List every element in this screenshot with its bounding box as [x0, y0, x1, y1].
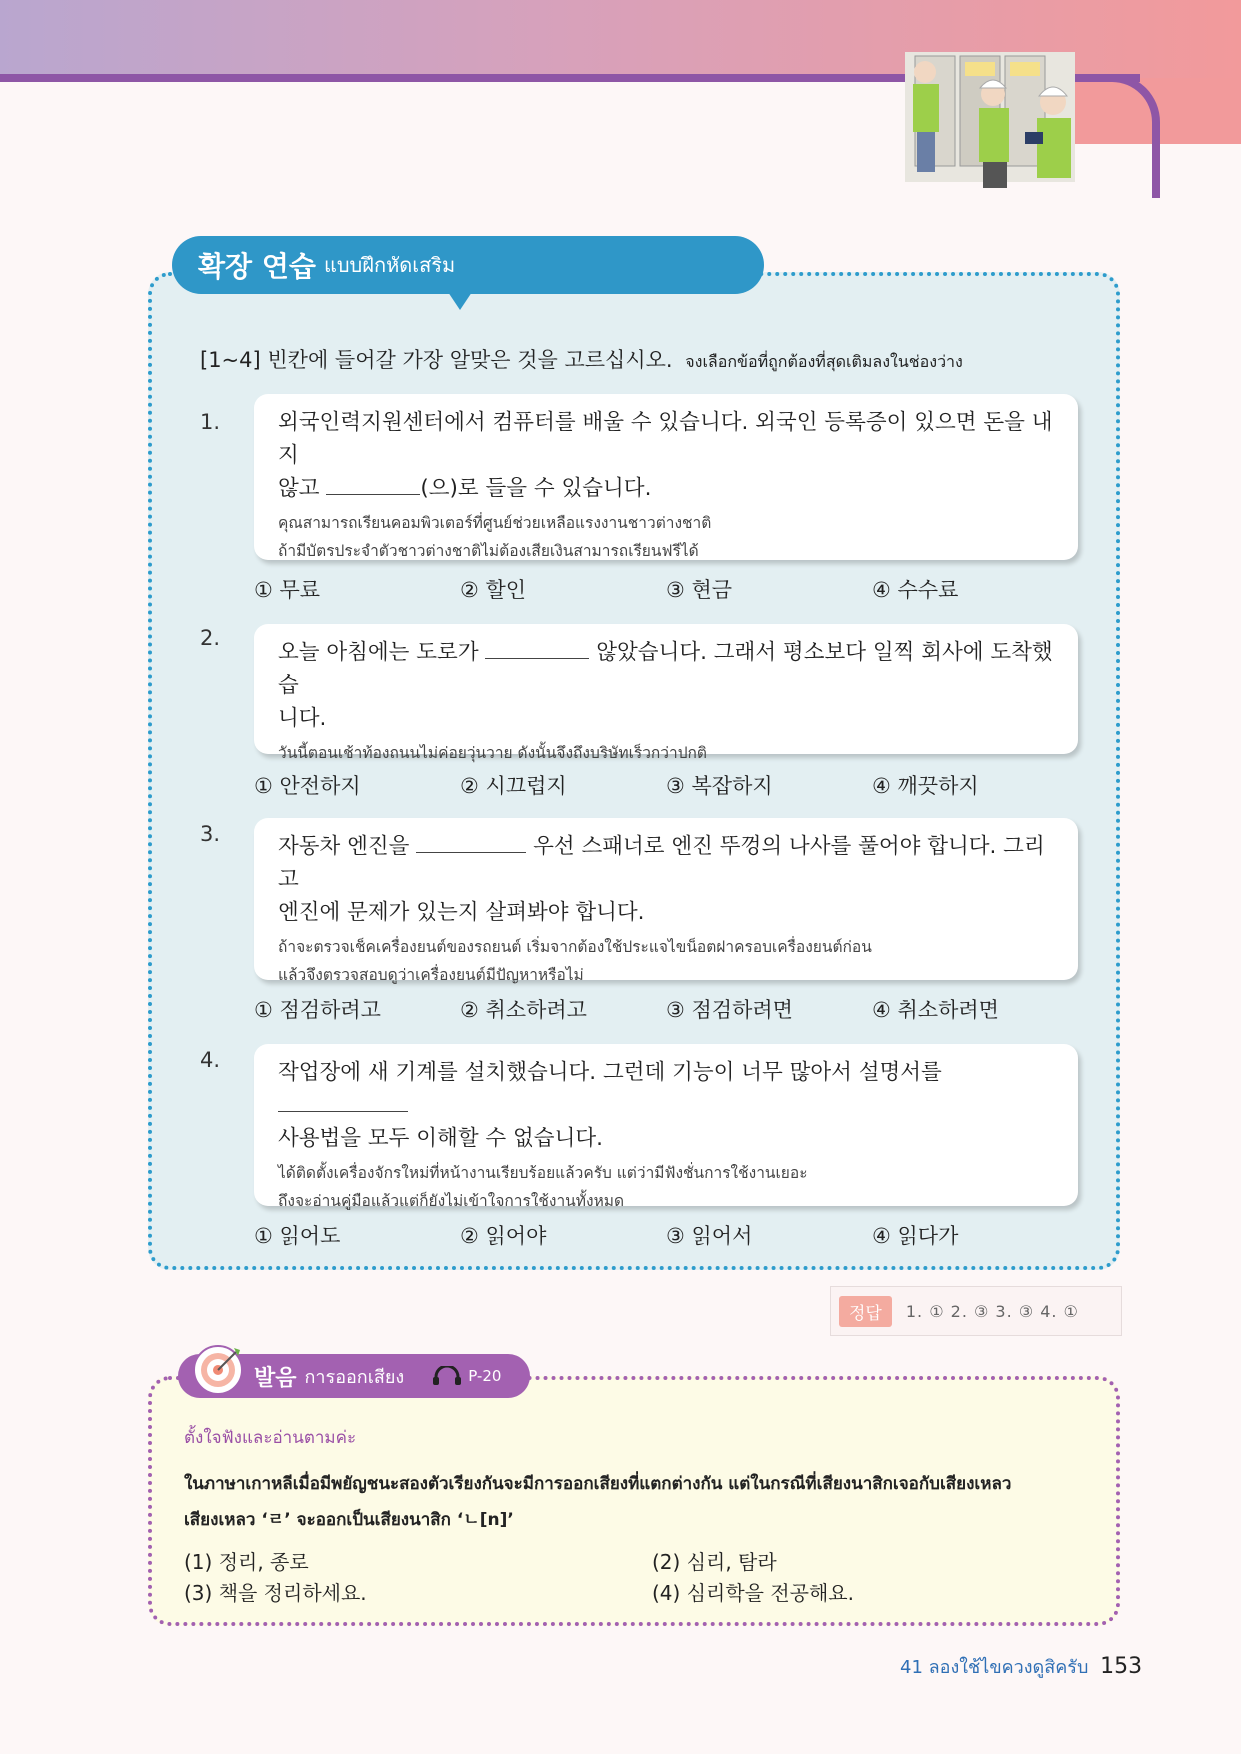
description-line: เสียงเหลว ‘ㄹ’ จะออกเป็นเสียงนาสิก ‘ㄴ[n]’	[184, 1510, 514, 1530]
question-translation	[278, 1159, 1056, 1215]
option-4[interactable]: ④ 읽다가	[872, 1224, 959, 1248]
question-card	[254, 818, 1078, 984]
lesson-title: 41 ลองใช้ไขควงดูสิครับ	[900, 1657, 1089, 1678]
blank	[278, 1090, 408, 1112]
question-card	[254, 394, 1078, 560]
pronunciation-item: (4) 심리학을 전공해요.	[652, 1581, 854, 1605]
target-icon	[192, 1344, 244, 1396]
option-4[interactable]: ④ 취소하려면	[872, 998, 999, 1022]
question-number: 2.	[200, 626, 221, 650]
page-footer	[900, 1652, 1142, 1681]
option-2[interactable]: ② 할인	[460, 578, 527, 602]
question-text	[278, 406, 1056, 505]
practice-title-th: แบบฝึกหัดเสริม	[323, 253, 456, 277]
option-3[interactable]: ③ 읽어서	[666, 1224, 753, 1248]
question-line: 오늘 아침에는 도로가	[278, 640, 486, 665]
option-1[interactable]: ① 읽어도	[254, 1224, 341, 1248]
answer-options	[254, 1220, 1078, 1250]
question-number: 3.	[200, 822, 221, 846]
question-line: 작업장에 새 기계를 설치했습니다. 그런데 기능이 너무 많아서 설명서를	[278, 1060, 942, 1085]
question-card	[254, 624, 1078, 762]
question-translation	[278, 509, 1056, 565]
translation-line: คุณสามารถเรียนคอมพิวเตอร์ที่ศูนย์ช่วยเหลือแรงงานชาวต่างชาติ	[278, 514, 712, 532]
answer-options	[254, 994, 1078, 1024]
instruction-ko: [1~4] 빈칸에 들어갈 가장 알맞은 것을 고르십시오.	[200, 348, 673, 372]
blank	[326, 473, 420, 495]
answer-text: 1. ① 2. ③ 3. ③ 4. ①	[905, 1301, 1079, 1321]
question-line: 않고	[278, 476, 327, 501]
pronunciation-title-ko: 발음	[254, 1365, 297, 1391]
option-3[interactable]: ③ 현금	[666, 578, 733, 602]
description-line: ในภาษาเกาหลีเมื่อมีพยัญชนะสองตัวเรียงกันจะมีการออกเสียงที่แตกต่างกัน แต่ในกรณีที่เสียงนาสิกเจอกับเสียงเหลว	[184, 1474, 1012, 1494]
option-1[interactable]: ① 무료	[254, 578, 321, 602]
option-2[interactable]: ② 취소하려고	[460, 998, 587, 1022]
blank	[416, 831, 526, 853]
audio-page-ref[interactable]: P-20	[468, 1367, 502, 1385]
workers-illustration	[885, 42, 1095, 192]
option-1[interactable]: ① 안전하지	[254, 774, 361, 798]
pronunciation-item: (3) 책을 정리하세요.	[184, 1581, 367, 1605]
question-line: (으)로 들을 수 있습니다.	[420, 476, 652, 501]
question-line: 않았습니다. 그래서 평소보다 일찍 회사에 도착했습	[278, 640, 1053, 698]
pronunciation-item: (2) 심리, 탐라	[652, 1550, 777, 1574]
blank	[485, 637, 589, 659]
page-number: 153	[1100, 1654, 1143, 1679]
option-2[interactable]: ② 시끄럽지	[460, 774, 567, 798]
question-text	[278, 830, 1056, 929]
question-number: 1.	[200, 410, 221, 434]
practice-title-ko: 확장 연습	[198, 250, 316, 283]
practice-title-tab	[172, 236, 764, 294]
question-text	[278, 1056, 1056, 1155]
option-4[interactable]: ④ 깨끗하지	[872, 774, 979, 798]
question-text	[278, 636, 1056, 735]
answer-key	[830, 1286, 1122, 1336]
translation-line: ถ้าจะตรวจเช็คเครื่องยนต์ของรถยนต์ เริ่มจากต้องใช้ประแจไขน็อตฝาครอบเครื่องยนต์ก่อน	[278, 938, 872, 956]
option-1[interactable]: ① 점검하려고	[254, 998, 381, 1022]
option-3[interactable]: ③ 복잡하지	[666, 774, 773, 798]
question-translation	[278, 739, 1056, 767]
answer-options	[254, 770, 1078, 800]
translation-line: แล้วจึงตรวจสอบดูว่าเครื่องยนต์มีปัญหาหรือไม่	[278, 966, 584, 984]
translation-line: ถึงจะอ่านคู่มือแล้วแต่ก็ยังไม่เข้าใจการใช้งานทั้งหมด	[278, 1192, 625, 1210]
question-number: 4.	[200, 1048, 221, 1072]
pronunciation-item: (1) 정리, 종로	[184, 1550, 309, 1574]
question-line: 외국인력지원센터에서 컴퓨터를 배울 수 있습니다. 외국인 등록증이 있으면 돈을 내지	[278, 410, 1053, 468]
instruction	[200, 344, 963, 375]
translation-line: ได้ติดตั้งเครื่องจักรใหม่ที่หน้างานเรียบร้อยแล้วครับ แต่ว่ามีฟังชั่นการใช้งานเยอะ	[278, 1164, 808, 1182]
option-3[interactable]: ③ 점검하려면	[666, 998, 793, 1022]
question-line: 우선 스패너로 엔진 뚜껑의 나사를 풀어야 합니다. 그리고	[278, 834, 1045, 892]
question-line: 자동차 엔진을	[278, 834, 417, 859]
answer-label: 정답	[839, 1296, 892, 1327]
question-line: 엔진에 문제가 있는지 살펴봐야 합니다.	[278, 900, 645, 925]
question-card	[254, 1044, 1078, 1210]
instruction-th: จงเลือกข้อที่ถูกต้องที่สุดเติมลงในช่องว่าง	[685, 352, 963, 371]
question-translation	[278, 933, 1056, 989]
pronunciation-description	[184, 1466, 1084, 1538]
headphones-icon[interactable]	[432, 1366, 462, 1386]
option-2[interactable]: ② 읽어야	[460, 1224, 547, 1248]
question-line: 사용법을 모두 이해할 수 없습니다.	[278, 1126, 603, 1151]
practice-tab-pointer	[448, 292, 472, 310]
question-line: 니다.	[278, 706, 327, 731]
answer-options	[254, 574, 1078, 604]
translation-line: วันนี้ตอนเช้าท้องถนนไม่ค่อยวุ่นวาย ดังนั้นจึงถึงบริษัทเร็วกว่าปกติ	[278, 744, 707, 762]
pronunciation-subtitle: ตั้งใจฟังและอ่านตามค่ะ	[184, 1428, 357, 1448]
pronunciation-title-th: การออกเสียง	[304, 1366, 405, 1388]
translation-line: ถ้ามีบัตรประจำตัวชาวต่างชาติไม่ต้องเสียเงินสามารถเรียนฟรีได้	[278, 542, 699, 560]
option-4[interactable]: ④ 수수료	[872, 578, 959, 602]
